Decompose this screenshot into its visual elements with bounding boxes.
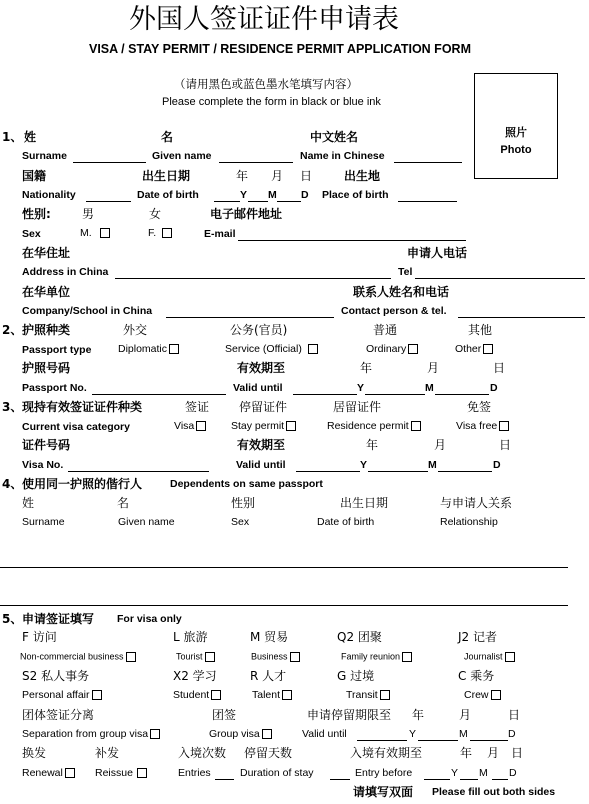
dependent-row-1[interactable] xyxy=(0,567,568,568)
personal-s2-label-zh: S2 私人事务 xyxy=(22,669,90,683)
entry-before-year-field[interactable] xyxy=(424,779,450,780)
ordinary-label-zh: 普通 xyxy=(373,323,398,337)
business-checkbox[interactable] xyxy=(290,652,300,662)
group-visa-label-en: Group visa xyxy=(209,728,260,740)
diplomatic-label-zh: 外交 xyxy=(123,323,148,337)
visa-free-option[interactable] xyxy=(456,421,509,432)
photo-box[interactable] xyxy=(474,73,558,179)
journalist-option[interactable] xyxy=(464,652,515,662)
visa-free-label-zh: 免签 xyxy=(467,400,492,414)
nationality-label-zh: 国籍 xyxy=(22,169,47,183)
group-separation-label-zh: 团体签证分离 xyxy=(22,708,95,722)
stay-permit-checkbox[interactable] xyxy=(286,421,296,431)
group-separation-checkbox[interactable] xyxy=(150,729,160,739)
tel-label-en: Tel xyxy=(398,266,413,278)
contact-label-en: Contact person & tel. xyxy=(341,305,447,317)
passport-valid-month-zh: 月 xyxy=(427,361,440,375)
visa-valid-d-en: D xyxy=(493,459,501,471)
female-checkbox[interactable] xyxy=(162,228,172,238)
entries-label-en: Entries xyxy=(178,767,211,779)
visa-checkbox[interactable] xyxy=(196,421,206,431)
service-label-zh: 公务(官员) xyxy=(230,323,288,337)
visa-valid-y-en: Y xyxy=(360,459,368,471)
chinese-name-label-zh: 中文姓名 xyxy=(310,130,359,144)
female-label-zh: 女 xyxy=(149,207,162,221)
visa-valid-year-field[interactable] xyxy=(296,471,360,472)
visa-label-zh: 签证 xyxy=(185,400,210,414)
group-separation-option[interactable] xyxy=(22,729,160,740)
passport-no-label-en: Passport No. xyxy=(22,382,87,394)
contact-field[interactable] xyxy=(458,317,585,318)
dob-day-zh: 日 xyxy=(300,169,313,183)
company-label-en: Company/School in China xyxy=(22,305,153,317)
both-sides-note-en: Please fill out both sides xyxy=(432,786,556,798)
section-3-number: 3、 xyxy=(2,400,23,414)
diplomatic-label-en: Diplomatic xyxy=(118,343,168,355)
group-visa-option[interactable] xyxy=(209,729,272,740)
dependents-label-zh: 使用同一护照的偕行人 xyxy=(22,477,143,491)
visa-valid-label-en: Valid until xyxy=(236,459,286,471)
stay-permit-label-zh: 停留证件 xyxy=(239,400,288,414)
passport-no-field[interactable] xyxy=(92,394,226,395)
group-visa-checkbox[interactable] xyxy=(262,729,272,739)
passport-valid-year-zh: 年 xyxy=(360,361,373,375)
dob-year-field[interactable] xyxy=(214,201,240,202)
dep-col-relation-en: Relationship xyxy=(440,516,498,528)
surname-label-zh: 姓 xyxy=(24,130,37,144)
family-reunion-checkbox[interactable] xyxy=(402,652,412,662)
entry-before-month-zh: 月 xyxy=(487,746,500,760)
dob-y-en: Y xyxy=(240,189,248,201)
email-field[interactable] xyxy=(238,240,466,241)
visa-valid-day-zh: 日 xyxy=(499,438,512,452)
passport-no-label-zh: 护照号码 xyxy=(22,361,71,375)
stay-valid-d-en: D xyxy=(508,728,516,740)
section-4-number: 4、 xyxy=(2,477,23,491)
visa-no-label-zh: 证件号码 xyxy=(22,438,71,452)
passport-valid-y-en: Y xyxy=(357,382,365,394)
service-checkbox[interactable] xyxy=(308,344,318,354)
duration-field[interactable] xyxy=(330,779,350,780)
dob-day-field[interactable] xyxy=(277,201,301,202)
dob-year-zh: 年 xyxy=(236,169,249,183)
residence-permit-checkbox[interactable] xyxy=(411,421,421,431)
entry-before-year-zh: 年 xyxy=(460,746,473,760)
stay-valid-day-field[interactable] xyxy=(470,740,508,741)
dep-col-sex-zh: 性别 xyxy=(231,496,256,510)
dep-col-relation-zh: 与申请人关系 xyxy=(440,496,513,510)
given-name-field[interactable] xyxy=(219,162,293,163)
dob-label-zh: 出生日期 xyxy=(142,169,191,183)
pob-field[interactable] xyxy=(398,201,457,202)
family-reunion-option[interactable] xyxy=(341,652,412,662)
form-title-en: VISA / STAY PERMIT / RESIDENCE PERMIT APPLICATION FORM xyxy=(89,42,471,56)
passport-type-label-zh: 护照种类 xyxy=(22,323,71,337)
talent-label-en: Talent xyxy=(252,689,281,701)
visa-category-label-en: Current visa category xyxy=(22,421,130,433)
both-sides-note-zh: 请填写双面 xyxy=(353,785,414,799)
entry-before-month-field[interactable] xyxy=(460,779,478,780)
visa-no-label-en: Visa No. xyxy=(22,459,64,471)
photo-label-zh: 照片 xyxy=(505,126,527,139)
other-label-en: Other xyxy=(455,343,482,355)
contact-label-zh: 联系人姓名和电话 xyxy=(353,285,450,299)
entry-before-label-zh: 入境有效期至 xyxy=(350,746,423,760)
transit-g-label-zh: G 过境 xyxy=(337,669,375,683)
chinese-name-field[interactable] xyxy=(394,162,462,163)
entries-label-zh: 入境次数 xyxy=(178,746,227,760)
dep-col-given-zh: 名 xyxy=(117,496,130,510)
journalist-checkbox[interactable] xyxy=(505,652,515,662)
journalist-label-en: Journalist xyxy=(464,651,503,662)
visa-free-checkbox[interactable] xyxy=(499,421,509,431)
dep-col-surname-zh: 姓 xyxy=(22,496,35,510)
service-label-en: Service (Official) xyxy=(225,343,302,355)
diplomatic-checkbox[interactable] xyxy=(169,344,179,354)
reissue-label-en: Reissue xyxy=(95,767,133,779)
address-field[interactable] xyxy=(115,278,391,279)
personal-affair-option[interactable] xyxy=(22,690,102,701)
ordinary-option[interactable] xyxy=(366,344,418,355)
given-label-en: Given name xyxy=(152,150,212,162)
stay-until-month-zh: 月 xyxy=(459,708,472,722)
male-label-zh: 男 xyxy=(82,207,95,221)
passport-valid-m-en: M xyxy=(425,382,434,394)
stay-valid-until-label-en: Valid until xyxy=(302,728,347,740)
company-label-zh: 在华单位 xyxy=(22,285,71,299)
duration-label-en: Duration of stay xyxy=(240,767,314,779)
visa-label-en: Visa xyxy=(174,420,195,432)
dep-col-dob-en: Date of birth xyxy=(317,516,375,528)
passport-valid-label-zh: 有效期至 xyxy=(237,361,286,375)
section-5-number: 5、 xyxy=(2,612,23,626)
nationality-field[interactable] xyxy=(86,201,131,202)
ordinary-checkbox[interactable] xyxy=(408,344,418,354)
reissue-option[interactable] xyxy=(95,768,147,779)
tourist-checkbox[interactable] xyxy=(205,652,215,662)
ink-note-zh: （请用黑色或蓝色墨水笔填写内容） xyxy=(174,77,358,91)
non-commercial-option[interactable] xyxy=(20,652,136,662)
tourist-option[interactable] xyxy=(176,652,215,662)
visa-valid-day-field[interactable] xyxy=(438,471,492,472)
transit-checkbox[interactable] xyxy=(380,690,390,700)
passport-type-label-en: Passport type xyxy=(22,344,92,356)
renewal-label-zh: 换发 xyxy=(22,746,47,760)
stay-permit-label-en: Stay permit xyxy=(231,420,285,432)
form-title-zh: 外国人签证证件申请表 xyxy=(129,4,399,35)
tourist-label-en: Tourist xyxy=(176,651,203,662)
non-commercial-label-en: Non-commercial business xyxy=(20,651,124,662)
dependents-label-en: Dependents on same passport xyxy=(170,478,323,490)
section-2-number: 2、 xyxy=(2,323,23,337)
entries-field[interactable] xyxy=(215,779,234,780)
personal-affair-checkbox[interactable] xyxy=(92,690,102,700)
photo-label-en: Photo xyxy=(500,144,532,156)
stay-valid-y-en: Y xyxy=(409,728,417,740)
stay-until-label-zh: 申请停留期限至 xyxy=(307,708,392,722)
talent-checkbox[interactable] xyxy=(282,690,292,700)
service-option[interactable] xyxy=(225,344,318,355)
duration-label-zh: 停留天数 xyxy=(244,746,293,760)
personal-affair-label-en: Personal affair xyxy=(22,689,90,701)
email-label-zh: 电子邮件地址 xyxy=(210,207,283,221)
entry-before-d-en: D xyxy=(509,767,517,779)
dob-label-en: Date of birth xyxy=(137,189,199,201)
residence-permit-label-en: Residence permit xyxy=(327,420,409,432)
dep-col-given-en: Given name xyxy=(118,516,175,528)
other-label-zh: 其他 xyxy=(468,323,493,337)
visa-only-label-en: For visa only xyxy=(117,613,182,625)
given-label-zh: 名 xyxy=(161,130,174,144)
entry-before-day-zh: 日 xyxy=(511,746,524,760)
passport-valid-d-en: D xyxy=(490,382,498,394)
passport-valid-year-field[interactable] xyxy=(293,394,357,395)
entry-before-m-en: M xyxy=(479,767,488,779)
chinese-name-label-en: Name in Chinese xyxy=(300,150,385,162)
dob-d-en: D xyxy=(301,189,309,201)
renewal-option[interactable] xyxy=(22,768,75,779)
stay-until-day-zh: 日 xyxy=(508,708,521,722)
business-m-label-zh: M 贸易 xyxy=(250,630,289,644)
female-option[interactable] xyxy=(148,228,172,239)
entry-before-label-en: Entry before xyxy=(355,767,413,779)
reissue-checkbox[interactable] xyxy=(137,768,147,778)
sex-label-en: Sex xyxy=(22,228,41,240)
pob-label-en: Place of birth xyxy=(322,189,389,201)
transit-option[interactable] xyxy=(346,690,390,701)
passport-valid-month-field[interactable] xyxy=(365,394,425,395)
ordinary-label-en: Ordinary xyxy=(366,343,407,355)
group-separation-label-en: Separation from group visa xyxy=(22,728,149,740)
student-x2-label-zh: X2 学习 xyxy=(173,669,217,683)
dependent-row-2[interactable] xyxy=(0,605,568,606)
stay-permit-option[interactable] xyxy=(231,421,296,432)
visa-only-label-zh: 申请签证填写 xyxy=(22,612,95,626)
dob-month-zh: 月 xyxy=(271,169,284,183)
renewal-label-en: Renewal xyxy=(22,767,63,779)
transit-label-en: Transit xyxy=(346,689,378,701)
residence-permit-option[interactable] xyxy=(327,421,421,432)
visa-valid-label-zh: 有效期至 xyxy=(237,438,286,452)
tourist-l-label-zh: L 旅游 xyxy=(173,630,208,644)
group-visa-label-zh: 团签 xyxy=(212,708,237,722)
visa-valid-year-zh: 年 xyxy=(366,438,379,452)
crew-label-en: Crew xyxy=(464,689,489,701)
crew-c-label-zh: C 乘务 xyxy=(458,669,495,683)
male-option[interactable] xyxy=(80,228,110,239)
visa-valid-month-field[interactable] xyxy=(368,471,428,472)
sex-label-zh: 性别: xyxy=(22,207,51,221)
pob-label-zh: 出生地 xyxy=(344,169,381,183)
stay-valid-m-en: M xyxy=(459,728,468,740)
nationality-label-en: Nationality xyxy=(22,189,76,201)
dob-m-en: M xyxy=(268,189,277,201)
visa-option[interactable] xyxy=(174,421,206,432)
talent-r-label-zh: R 人才 xyxy=(250,669,287,683)
tel-label-zh: 申请人电话 xyxy=(407,246,468,260)
business-label-en: Business xyxy=(251,651,288,662)
stay-until-year-zh: 年 xyxy=(412,708,425,722)
visa-valid-month-zh: 月 xyxy=(434,438,447,452)
crew-option[interactable] xyxy=(464,690,501,701)
reissue-label-zh: 补发 xyxy=(95,746,120,760)
tel-field[interactable] xyxy=(415,278,585,279)
email-label-en: E-mail xyxy=(204,228,236,240)
residence-permit-label-zh: 居留证件 xyxy=(333,400,382,414)
address-label-zh: 在华住址 xyxy=(22,246,71,260)
stay-valid-year-field[interactable] xyxy=(357,740,407,741)
visa-category-label-zh: 现持有效签证证件种类 xyxy=(22,400,143,414)
entry-before-y-en: Y xyxy=(451,767,459,779)
talent-option[interactable] xyxy=(252,690,292,701)
stay-valid-month-field[interactable] xyxy=(418,740,458,741)
female-label-en: F. xyxy=(148,227,157,239)
visa-free-label-en: Visa free xyxy=(456,420,498,432)
surname-field[interactable] xyxy=(73,162,146,163)
visa-valid-m-en: M xyxy=(428,459,437,471)
business-option[interactable] xyxy=(251,652,300,662)
dep-col-surname-en: Surname xyxy=(22,516,65,528)
dep-col-dob-zh: 出生日期 xyxy=(340,496,389,510)
address-label-en: Address in China xyxy=(22,266,109,278)
non-commercial-checkbox[interactable] xyxy=(126,652,136,662)
company-field[interactable] xyxy=(166,317,334,318)
section-1-number: 1、 xyxy=(2,130,23,144)
ink-note-en: Please complete the form in black or blue ink xyxy=(162,96,381,108)
crew-checkbox[interactable] xyxy=(491,690,501,700)
student-option[interactable] xyxy=(173,690,221,701)
journalist-j2-label-zh: J2 记者 xyxy=(458,630,497,644)
reunion-q2-label-zh: Q2 团聚 xyxy=(337,630,382,644)
student-label-en: Student xyxy=(173,689,210,701)
other-option[interactable] xyxy=(455,344,493,355)
diplomatic-option[interactable] xyxy=(118,344,179,355)
passport-valid-day-zh: 日 xyxy=(493,361,506,375)
passport-valid-label-en: Valid until xyxy=(233,382,283,394)
dep-col-sex-en: Sex xyxy=(231,516,250,528)
surname-label-en: Surname xyxy=(22,150,67,162)
visa-no-field[interactable] xyxy=(68,471,209,472)
renewal-checkbox[interactable] xyxy=(65,768,75,778)
passport-valid-day-field[interactable] xyxy=(435,394,489,395)
visit-f-label-zh: F 访问 xyxy=(22,630,57,644)
male-label-en: M. xyxy=(80,227,92,239)
student-checkbox[interactable] xyxy=(211,690,221,700)
family-reunion-label-en: Family reunion xyxy=(341,651,401,662)
entry-before-day-field[interactable] xyxy=(492,779,508,780)
other-checkbox[interactable] xyxy=(483,344,493,354)
male-checkbox[interactable] xyxy=(100,228,110,238)
dob-month-field[interactable] xyxy=(248,201,268,202)
